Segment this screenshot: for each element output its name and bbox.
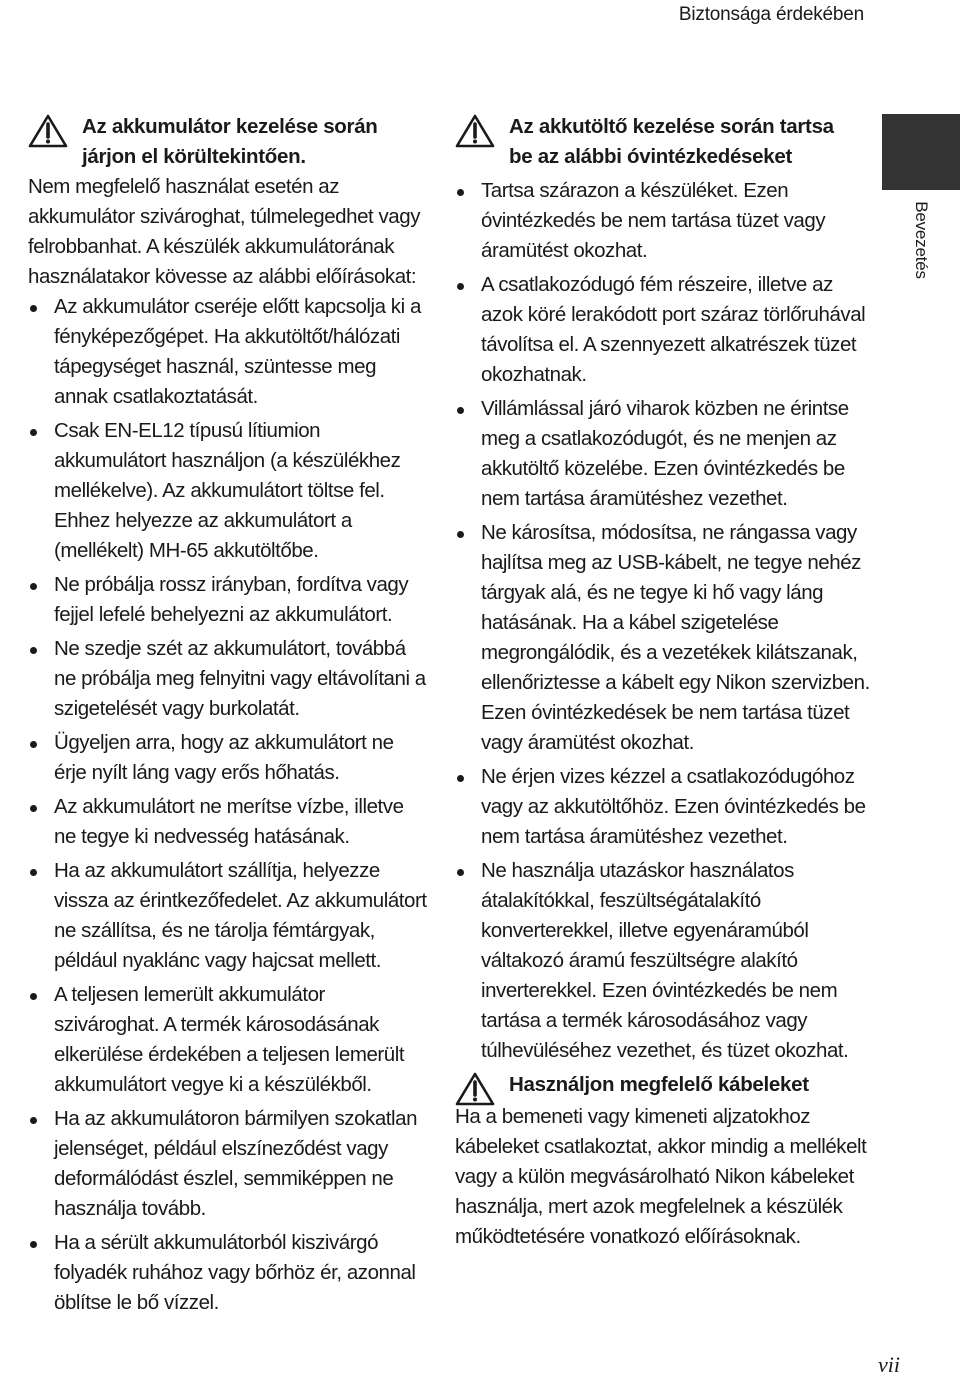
list-item: Ügyeljen arra, hogy az akkumulátort ne érje nyílt láng vagy erős hőhatás. — [28, 728, 428, 788]
battery-warning-heading — [28, 112, 428, 172]
battery-section — [28, 112, 428, 1322]
charger-heading-line-2: be az alábbi óvintézkedéseket — [509, 145, 792, 168]
cable-paragraph: Ha a bemeneti vagy kimeneti aljzatokhoz kábeleket csatlakoztat, akkor mindig a mellékelt vagy a külön megvásárolható Nikon kábeleket használja, mert azok megfelelnek a készülék működtetésére vonatkozó előírásoknak. — [455, 1105, 867, 1248]
list-item: Ne próbálja rossz irányban, fordítva vagy fejjel lefelé behelyezni az akkumulátort. — [28, 570, 428, 630]
list-item: Ha az akkumulátoron bármilyen szokatlan jelenséget, például elszíneződést vagy deformálódást észlel, semmiképpen ne használja tovább. — [28, 1104, 428, 1224]
charger-heading-line-1: Az akkutöltő kezelése során tartsa — [509, 115, 834, 138]
cable-heading-text: Használjon megfelelő kábeleket — [509, 1073, 809, 1096]
warning-triangle-icon — [455, 114, 495, 148]
battery-heading-line-2: járjon el körültekintően. — [82, 145, 306, 168]
charger-section — [455, 112, 870, 1252]
list-item: Ha a sérült akkumulátorból kiszivárgó folyadék ruhához vagy bőrhöz ér, azonnal öblítse le bő vízzel. — [28, 1228, 428, 1318]
chapter-tab-marker — [882, 114, 960, 190]
battery-heading-line-1: Az akkumulátor kezelése során — [82, 115, 378, 138]
charger-bullet-list — [455, 176, 870, 1066]
page-number: vii — [878, 1352, 900, 1377]
cable-warning-heading — [455, 1070, 870, 1100]
list-item: Ne használja utazáskor használatos átalakítókkal, feszültségátalakító konverterekkel, illetve egyenáramúból váltakozó áramú feszültségre alakító inverterekkel. Ezen óvintézkedés be nem tartása a termék károsodásához vagy túlhevüléséhez vezethet, és tüzet okozhat. — [455, 856, 870, 1066]
list-item: Ha az akkumulátort szállítja, helyezze vissza az érintkezőfedelet. Az akkumulátort ne szállítsa, és ne tárolja fémtárgyak, például nyaklánc vagy hajcsat mellett. — [28, 856, 428, 976]
warning-triangle-icon — [28, 114, 68, 148]
page-header-title: Biztonsága érdekében — [678, 4, 864, 25]
cable-section — [455, 1070, 870, 1252]
battery-bullet-list — [28, 292, 428, 1318]
battery-intro: Nem megfelelő használat esetén az akkumulátor szivároghat, túlmelegedhet vagy felrobbanhat. A készülék akkumulátorának használatakor kövesse az alábbi előírásokat: — [28, 175, 421, 288]
list-item: Villámlással járó viharok közben ne érintse meg a csatlakozódugót, és ne menjen az akkutöltő közelébe. Ezen óvintézkedés be nem tartása áramütéshez vezethet. — [455, 394, 870, 514]
list-item: Ne szedje szét az akkumulátort, továbbá ne próbálja meg felnyitni vagy eltávolítani a szigetelését vagy burkolatát. — [28, 634, 428, 724]
list-item: Ne érjen vizes kézzel a csatlakozódugóhoz vagy az akkutöltőhöz. Ezen óvintézkedés be nem tartása áramütéshez vezethet. — [455, 762, 870, 852]
list-item: Tartsa szárazon a készüléket. Ezen óvintézkedés be nem tartása tüzet vagy áramütést okozhat. — [455, 176, 870, 266]
list-item: Ne károsítsa, módosítsa, ne rángassa vagy hajlítsa meg az USB-kábelt, ne tegye nehéz tárgyak alá, és ne tegye ki hő vagy láng hatásának. Ha a kábel szigetelése megrongálódik, és a vezetékek kilátszanak, ellenőriztesse a kábelt egy Nikon szervizben. Ezen óvintézkedések be nem tartása tüzet vagy áramütést okozhat. — [455, 518, 870, 758]
list-item: Az akkumulátor cseréje előtt kapcsolja ki a fényképezőgépet. Ha akkutöltőt/hálózati tápegységet használ, szüntesse meg annak csatlakoztatását. — [28, 292, 428, 412]
list-item: A teljesen lemerült akkumulátor szivároghat. A termék károsodásának elkerülése érdekében a teljesen lemerült akkumulátort vegye ki a készülékből. — [28, 980, 428, 1100]
chapter-tab-label: Bevezetés — [912, 201, 931, 279]
warning-triangle-icon — [455, 1072, 495, 1106]
list-item: Az akkumulátort ne merítse vízbe, illetve ne tegye ki nedvesség hatásának. — [28, 792, 428, 852]
list-item: A csatlakozódugó fém részeire, illetve az azok köré lerakódott port száraz törlőruhával távolítsa el. A szennyezett alkatrészek tüzet okozhatnak. — [455, 270, 870, 390]
list-item: Csak EN-EL12 típusú lítiumion akkumulátort használjon (a készülékhez mellékelve). Az akkumulátort töltse fel. Ehhez helyezze az akkumulátort a (mellékelt) MH-65 akkutöltőbe. — [28, 416, 428, 566]
charger-warning-heading — [455, 112, 870, 172]
